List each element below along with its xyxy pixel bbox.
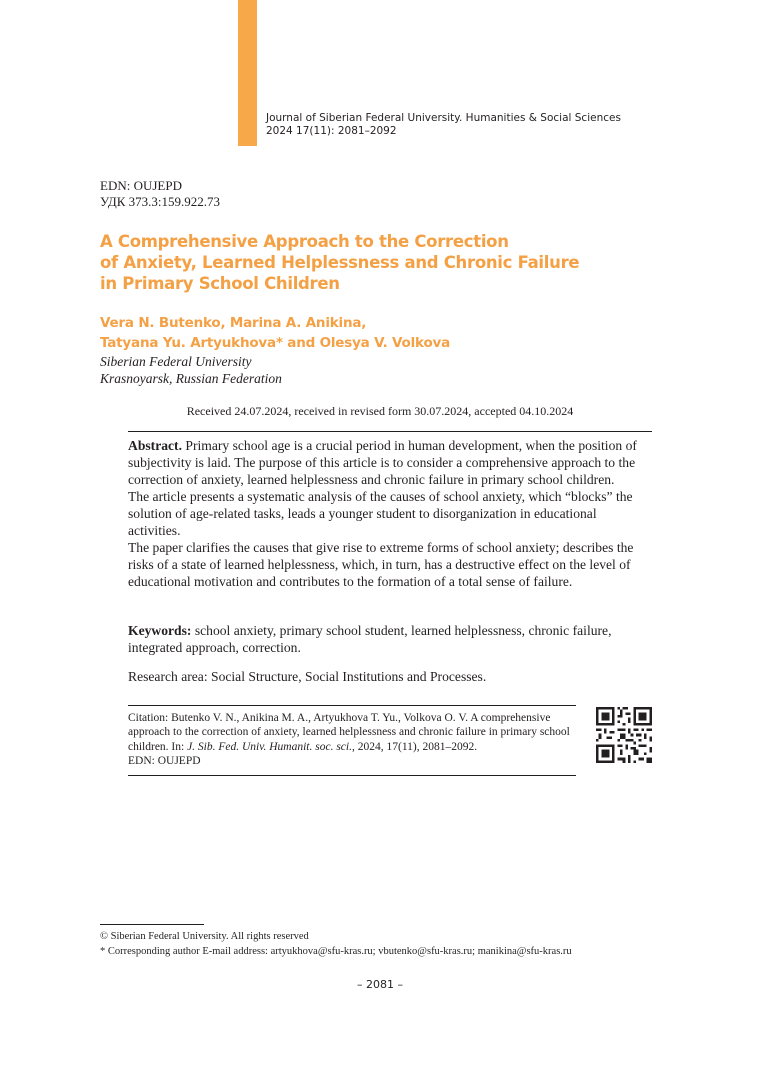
copyright-note: © Siberian Federal University. All rights reserved: [100, 931, 309, 942]
page-number: – 2081 –: [357, 978, 403, 991]
corresponding-author-note: * Corresponding author E-mail address: artyukhova@sfu-kras.ru; vbutenko@sfu-kras.ru; manikina@sfu-kras.ru: [100, 946, 572, 957]
authors-line: Vera N. Butenko, Marina A. Anikina,: [100, 315, 367, 331]
author-list: [100, 313, 450, 353]
qr-code-icon[interactable]: [596, 707, 652, 763]
citation-journal: J. Sib. Fed. Univ. Humanit. soc. sci.: [187, 740, 352, 753]
affiliation: [100, 353, 282, 387]
citation-edn: EDN: OUJEPD: [128, 754, 201, 767]
title-line: A Comprehensive Approach to the Correction: [100, 232, 509, 251]
title-line: of Anxiety, Learned Helplessness and Chronic Failure: [100, 253, 580, 272]
keywords-text: school anxiety, primary school student, learned helplessness, chronic failure, integrated approach, correction.: [128, 623, 612, 655]
citation-top-rule: [128, 705, 576, 706]
udk-code: УДК 373.3:159.922.73: [100, 194, 221, 209]
research-area: Research area: Social Structure, Social Institutions and Processes.: [128, 669, 487, 684]
keywords-label: Keywords:: [128, 623, 192, 638]
abstract-paragraph: The article presents a systematic analysis of the causes of school anxiety, which “blocks” the solution of age-related tasks, leads a younger student to disorganization in educational activities.: [128, 489, 633, 538]
article-identifiers: [100, 178, 220, 210]
header-accent-bar: [238, 0, 257, 146]
abstract-label: Abstract.: [128, 438, 182, 453]
abstract-text: Primary school age is a crucial period in human development, when the position of subjectivity is laid. The purpose of this article is to consider a comprehensive approach to the correction of anxiety, learned helplessness and chronic failure in primary school children.: [128, 438, 637, 487]
article-title: [100, 231, 660, 294]
abstract-paragraph: The paper clarifies the causes that give rise to extreme forms of school anxiety; describes the risks of a state of learned helplessness, which, in turn, has a destructive effect on the level of educational motivation and contributes to the formation of a total sense of failure.: [128, 540, 634, 589]
journal-name: Journal of Siberian Federal University. Humanities & Social Sciences: [266, 112, 621, 124]
title-line: in Primary School Children: [100, 274, 340, 293]
received-dates: Received 24.07.2024, received in revised form 30.07.2024, accepted 04.10.2024: [186, 404, 574, 418]
footnote-rule: [100, 924, 204, 925]
citation-text: Citation: Butenko V. N., Anikina M. A., Artyukhova T. Yu., Volkova O. V. A comprehensive approach to the correction of anxiety, learned helplessness and chronic failure in primary school children. In:: [128, 712, 570, 753]
abstract-paragraph: [128, 437, 652, 488]
journal-issue: 2024 17(11): 2081–2092: [266, 125, 397, 137]
affiliation-location: Krasnoyarsk, Russian Federation: [100, 371, 282, 386]
citation-bottom-rule: [128, 775, 576, 776]
journal-header: [266, 112, 621, 138]
authors-line: Tatyana Yu. Artyukhova* and Olesya V. Volkova: [100, 335, 451, 351]
affiliation-university: Siberian Federal University: [100, 354, 252, 369]
abstract: [128, 437, 652, 590]
abstract-top-rule: [128, 431, 652, 432]
citation-pages: , 2024, 17(11), 2081–2092.: [352, 740, 478, 753]
footnotes: [100, 929, 572, 959]
citation: [128, 711, 576, 768]
edn-code: EDN: OUJEPD: [100, 178, 182, 193]
keywords: [128, 622, 652, 656]
